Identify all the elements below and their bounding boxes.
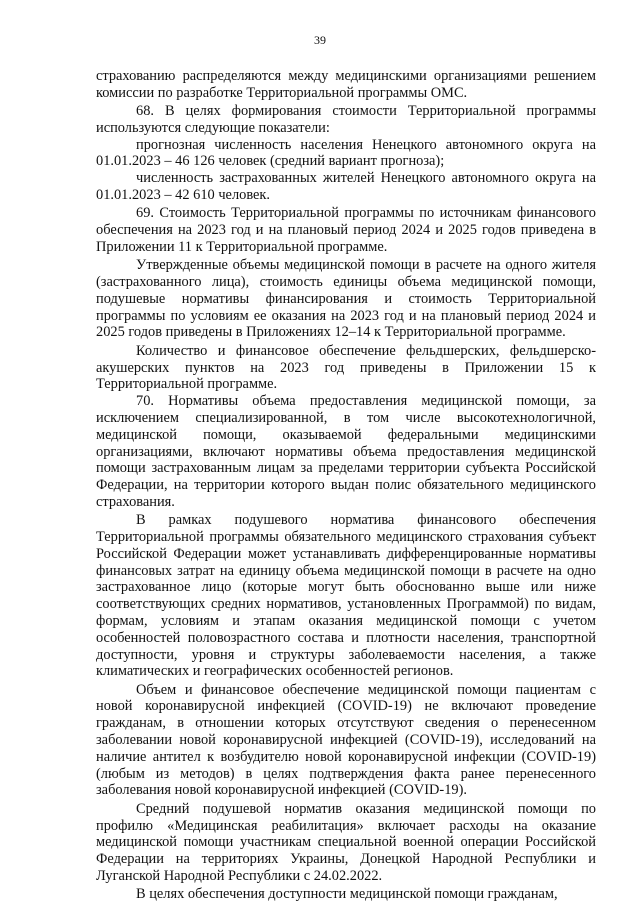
paragraph-covid-19: Объем и финансовое обеспечение медицинской помощи пациентам с новой коронавирусной инфекцией (COVID-19) не включают проведение гражданам, в отношении которых отсутствуют сведения о перенесенном заболевании новой коронавирусной инфекцией (COVID-19), исследований на наличие антител к возбудителю новой коронавирусной инфекции (COVID-19) (любым из методов) в целях подтверждения факта ранее перенесенного заболевания новой коронавирусной инфекцией (COVID-19). <box>96 681 596 799</box>
paragraph-68: 68. В целях формирования стоимости Территориальной программы используются следующие показатели: <box>96 103 596 136</box>
paragraph-feldsher-points: Количество и финансовое обеспечение фельдшерских, фельдшерско-акушерских пунктов на 2023 год приведены в Приложении 15 к Территориальной программе. <box>96 342 596 393</box>
paragraph-rehabilitation: Средний подушевой норматив оказания медицинской помощи по профилю «Медицинская реабилитация» включает расходы на оказание медицинской помощи участникам специальной военной операции Российской Федерации на территориях Украины, Донецкой Народной Республики и Луганской Народной Республики с 24.02.2022. <box>96 800 596 884</box>
paragraph-69: 69. Стоимость Территориальной программы по источникам финансового обеспечения на 2023 год и на плановый период 2024 и 2025 годов приведена в Приложении 11 к Территориальной программе. <box>96 205 596 255</box>
page-number: 39 <box>314 33 326 47</box>
page-body <box>96 68 596 903</box>
paragraph-population-forecast: прогнозная численность населения Ненецкого автономного округа на 01.01.2023 – 46 126 человек (средний вариант прогноза); <box>96 136 596 170</box>
paragraph-continuation: страхованию распределяются между медицинскими организациями решением комиссии по разработке Территориальной программы ОМС. <box>96 68 596 101</box>
paragraph-approved-volumes: Утвержденные объемы медицинской помощи в расчете на одного жителя (застрахованного лица), стоимость единицы объема медицинской помощи, подушевые нормативы финансирования и стоимость Территориальной программы по условиям ее оказания на 2023 год и на плановый период 2024 и 2025 годов приведены в Приложениях 12–14 к Территориальной программе. <box>96 257 596 341</box>
paragraph-accessibility: В целях обеспечения доступности медицинской помощи гражданам, <box>136 886 558 903</box>
paragraph-insured-population: численность застрахованных жителей Ненецкого автономного округа на 01.01.2023 – 42 610 человек. <box>96 170 596 204</box>
paragraph-70: 70. Нормативы объема предоставления медицинской помощи, за исключением специализированной, в том числе высокотехнологичной, медицинской помощи, оказываемой федеральными медицинскими организациями, включают нормативы объема предоставления медицинской помощи застрахованным лицам за пределами территории субъекта Российской Федерации, на территории которого выдан полис обязательного медицинского страхования. <box>96 393 596 510</box>
paragraph-per-capita-standard: В рамках подушевого норматива финансового обеспечения Территориальной программы обязательного медицинского страхования субъект Российской Федерации может устанавливать дифференцированные нормативы финансовых затрат на единицу объема медицинской помощи в расчете на одно застрахованное лицо (которые могут быть обоснованно выше или ниже соответствующих средних нормативов, установленных Программой) по видам, формам, условиям и этапам оказания медицинской помощи с учетом особенностей половозрастного состава и плотности населения, транспортной доступности, уровня и структуры заболеваемости населения, а также климатических и географических особенностей регионов. <box>96 512 596 680</box>
